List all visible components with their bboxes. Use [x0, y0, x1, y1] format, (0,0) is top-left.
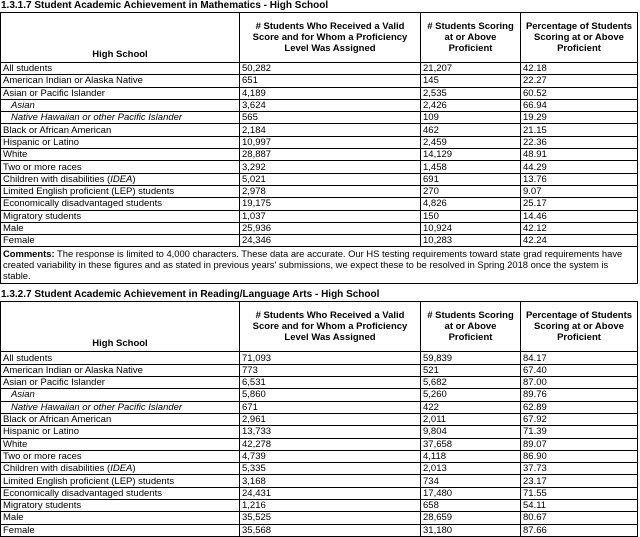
proficient-count: 462	[421, 124, 521, 136]
row-label: White	[1, 438, 240, 450]
proficient-count: 37,658	[421, 438, 521, 450]
valid-score-count: 1,037	[240, 210, 421, 222]
table-row	[1, 136, 638, 148]
row-label: All students	[1, 63, 240, 75]
proficient-count: 2,426	[421, 99, 521, 111]
proficient-percentage: 25.17	[521, 198, 638, 210]
reading-header-proficient: # Students Scoring at or Above Proficient	[421, 302, 521, 352]
proficient-count: 270	[421, 185, 521, 197]
row-label: Female	[1, 524, 240, 536]
row-label: Black or African American	[1, 124, 240, 136]
proficient-percentage: 87.66	[521, 524, 638, 536]
table-row	[1, 149, 638, 161]
table-row	[1, 512, 638, 524]
table-row	[1, 524, 638, 536]
row-label: Migratory students	[1, 210, 240, 222]
proficient-count: 21,207	[421, 63, 521, 75]
row-label: White	[1, 149, 240, 161]
valid-score-count: 4,739	[240, 450, 421, 462]
math-header-school: High School	[1, 13, 240, 63]
reading-header-percentage: Percentage of Students Scoring at or Above Proficient	[521, 302, 638, 352]
proficient-count: 658	[421, 500, 521, 512]
reading-table	[0, 301, 638, 536]
reading-header-row	[1, 302, 638, 352]
table-row	[1, 352, 638, 364]
proficient-percentage: 54.11	[521, 500, 638, 512]
proficient-percentage: 19.29	[521, 112, 638, 124]
table-row	[1, 210, 638, 222]
table-row	[1, 475, 638, 487]
math-header-proficient: # Students Scoring at or Above Proficient	[421, 13, 521, 63]
proficient-percentage: 67.40	[521, 364, 638, 376]
proficient-count: 109	[421, 112, 521, 124]
table-row	[1, 235, 638, 247]
math-comments	[1, 247, 638, 284]
table-row	[1, 124, 638, 136]
comments-label: Comments:	[3, 248, 55, 260]
valid-score-count: 2,961	[240, 413, 421, 425]
table-row	[1, 99, 638, 111]
proficient-percentage: 80.67	[521, 512, 638, 524]
row-label: Female	[1, 235, 240, 247]
table-row	[1, 222, 638, 234]
table-row	[1, 87, 638, 99]
proficient-count: 28,659	[421, 512, 521, 524]
proficient-percentage: 14.46	[521, 210, 638, 222]
proficient-count: 2,459	[421, 136, 521, 148]
valid-score-count: 13,733	[240, 426, 421, 438]
reading-section-title: 1.3.2.7 Student Academic Achievement in Reading/Language Arts - High School	[1, 289, 380, 301]
proficient-percentage: 89.76	[521, 389, 638, 401]
proficient-count: 1,458	[421, 161, 521, 173]
row-label: Limited English proficient (LEP) students	[1, 185, 240, 197]
proficient-count: 10,283	[421, 235, 521, 247]
valid-score-count: 50,282	[240, 63, 421, 75]
proficient-count: 5,682	[421, 377, 521, 389]
row-label: Economically disadvantaged students	[1, 198, 240, 210]
valid-score-count: 25,936	[240, 222, 421, 234]
valid-score-count: 565	[240, 112, 421, 124]
table-row	[1, 364, 638, 376]
reading-header-valid-score: # Students Who Received a Valid Score and for Whom a Proficiency Level Was Assigned	[240, 302, 421, 352]
proficient-count: 734	[421, 475, 521, 487]
proficient-percentage: 37.73	[521, 463, 638, 475]
proficient-percentage: 60.52	[521, 87, 638, 99]
row-label: Asian or Pacific Islander	[1, 377, 240, 389]
table-row	[1, 63, 638, 75]
table-row	[1, 173, 638, 185]
proficient-percentage: 21.15	[521, 124, 638, 136]
proficient-percentage: 87.00	[521, 377, 638, 389]
row-label: Asian	[1, 99, 240, 111]
valid-score-count: 19,175	[240, 198, 421, 210]
math-table	[0, 12, 638, 284]
row-label: Children with disabilities (IDEA)	[1, 463, 240, 475]
row-label: Migratory students	[1, 500, 240, 512]
valid-score-count: 773	[240, 364, 421, 376]
valid-score-count: 24,346	[240, 235, 421, 247]
proficient-count: 4,118	[421, 450, 521, 462]
row-label: Two or more races	[1, 450, 240, 462]
valid-score-count: 671	[240, 401, 421, 413]
row-label: Hispanic or Latino	[1, 426, 240, 438]
proficient-count: 422	[421, 401, 521, 413]
valid-score-count: 3,624	[240, 99, 421, 111]
proficient-percentage: 84.17	[521, 352, 638, 364]
table-row	[1, 185, 638, 197]
valid-score-count: 35,568	[240, 524, 421, 536]
row-label: Native Hawaiian or other Pacific Islander	[1, 401, 240, 413]
proficient-count: 5,260	[421, 389, 521, 401]
row-label: Asian	[1, 389, 240, 401]
proficient-count: 145	[421, 75, 521, 87]
row-label: All students	[1, 352, 240, 364]
row-label: Black or African American	[1, 413, 240, 425]
proficient-count: 2,011	[421, 413, 521, 425]
table-row	[1, 426, 638, 438]
proficient-percentage: 42.24	[521, 235, 638, 247]
comments-text: The response is limited to 4,000 characters. These data are accurate. Our HS testing requirements toward state grad requirements have created variability in these figures and as stated in previous years' submissions, we expect these to be resolved in Spring 2018 once the system is stable.	[3, 248, 623, 282]
proficient-count: 31,180	[421, 524, 521, 536]
valid-score-count: 3,168	[240, 475, 421, 487]
table-row	[1, 389, 638, 401]
proficient-count: 521	[421, 364, 521, 376]
proficient-percentage: 71.55	[521, 487, 638, 499]
proficient-percentage: 22.27	[521, 75, 638, 87]
valid-score-count: 651	[240, 75, 421, 87]
math-comments-row	[1, 247, 638, 284]
table-row	[1, 413, 638, 425]
table-row	[1, 438, 638, 450]
proficient-count: 2,535	[421, 87, 521, 99]
math-section-title: 1.3.1.7 Student Academic Achievement in Mathematics - High School	[1, 0, 329, 11]
row-label: Asian or Pacific Islander	[1, 87, 240, 99]
valid-score-count: 24,431	[240, 487, 421, 499]
proficient-count: 59,839	[421, 352, 521, 364]
proficient-percentage: 86.90	[521, 450, 638, 462]
valid-score-count: 1,216	[240, 500, 421, 512]
row-label: Limited English proficient (LEP) students	[1, 475, 240, 487]
valid-score-count: 5,335	[240, 463, 421, 475]
proficient-count: 9,804	[421, 426, 521, 438]
valid-score-count: 28,887	[240, 149, 421, 161]
valid-score-count: 3,292	[240, 161, 421, 173]
valid-score-count: 5,021	[240, 173, 421, 185]
proficient-count: 150	[421, 210, 521, 222]
table-row	[1, 198, 638, 210]
row-label: Children with disabilities (IDEA)	[1, 173, 240, 185]
valid-score-count: 4,189	[240, 87, 421, 99]
table-row	[1, 487, 638, 499]
proficient-percentage: 89.07	[521, 438, 638, 450]
proficient-percentage: 23.17	[521, 475, 638, 487]
valid-score-count: 6,531	[240, 377, 421, 389]
table-row	[1, 75, 638, 87]
table-row	[1, 463, 638, 475]
valid-score-count: 35,525	[240, 512, 421, 524]
math-table-body	[1, 63, 638, 247]
table-row	[1, 112, 638, 124]
proficient-percentage: 48.91	[521, 149, 638, 161]
row-label: Economically disadvantaged students	[1, 487, 240, 499]
row-label: Male	[1, 222, 240, 234]
proficient-count: 691	[421, 173, 521, 185]
proficient-percentage: 71.39	[521, 426, 638, 438]
proficient-percentage: 22.36	[521, 136, 638, 148]
proficient-percentage: 42.18	[521, 63, 638, 75]
proficient-percentage: 66.94	[521, 99, 638, 111]
proficient-percentage: 9.07	[521, 185, 638, 197]
row-label: Male	[1, 512, 240, 524]
proficient-percentage: 44.29	[521, 161, 638, 173]
proficient-percentage: 67.92	[521, 413, 638, 425]
proficient-count: 4,826	[421, 198, 521, 210]
proficient-count: 10,924	[421, 222, 521, 234]
proficient-percentage: 42.12	[521, 222, 638, 234]
reading-table-body	[1, 352, 638, 536]
proficient-count: 14,129	[421, 149, 521, 161]
row-label: Two or more races	[1, 161, 240, 173]
row-label: American Indian or Alaska Native	[1, 364, 240, 376]
table-row	[1, 450, 638, 462]
row-label: Native Hawaiian or other Pacific Islander	[1, 112, 240, 124]
reading-header-school: High School	[1, 302, 240, 352]
proficient-count: 17,480	[421, 487, 521, 499]
valid-score-count: 2,978	[240, 185, 421, 197]
valid-score-count: 2,184	[240, 124, 421, 136]
math-header-valid-score: # Students Who Received a Valid Score and for Whom a Proficiency Level Was Assigned	[240, 13, 421, 63]
proficient-percentage: 13.76	[521, 173, 638, 185]
math-header-row	[1, 13, 638, 63]
table-row	[1, 377, 638, 389]
table-row	[1, 401, 638, 413]
row-label: American Indian or Alaska Native	[1, 75, 240, 87]
math-header-percentage: Percentage of Students Scoring at or Above Proficient	[521, 13, 638, 63]
valid-score-count: 10,997	[240, 136, 421, 148]
proficient-percentage: 62.89	[521, 401, 638, 413]
valid-score-count: 71,093	[240, 352, 421, 364]
row-label: Hispanic or Latino	[1, 136, 240, 148]
proficient-count: 2,013	[421, 463, 521, 475]
valid-score-count: 42,278	[240, 438, 421, 450]
table-row	[1, 161, 638, 173]
valid-score-count: 5,860	[240, 389, 421, 401]
table-row	[1, 500, 638, 512]
